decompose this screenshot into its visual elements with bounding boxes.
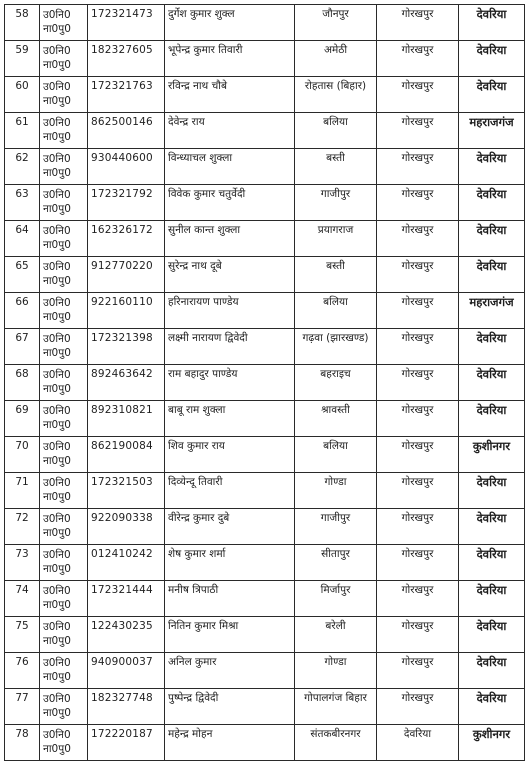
rank-cell [40,437,88,473]
home-district-cell: बलिया [295,437,377,473]
serial-number-cell: 73 [5,545,40,581]
officer-name-cell: दुर्गेश कुमार शुक्ल [165,5,295,41]
posting-district-cell: देवरिया [459,653,525,689]
serial-number-cell: 66 [5,293,40,329]
home-district-cell: बहराइच [295,365,377,401]
rank-cell [40,509,88,545]
rank-line-1: उ0नि0 [43,225,71,237]
officer-name-cell: शिव कुमार राय [165,437,295,473]
officer-name-cell: पुष्पेन्द्र द्विवेदी [165,689,295,725]
rank-line-1: उ0नि0 [43,333,71,345]
serial-number-cell: 69 [5,401,40,437]
officer-name-cell: हरिनारायण पाण्डेय [165,293,295,329]
pno-cell: 172321473 [88,5,165,41]
posting-district-cell: देवरिया [459,581,525,617]
zone-cell: गोरखपुर [377,617,459,653]
officer-name-cell: बाबू राम शुक्ला [165,401,295,437]
officer-name-cell: दिव्येन्दू तिवारी [165,473,295,509]
posting-district-cell: महराजगंज [459,113,525,149]
rank-line-2: ना0पु0 [43,455,71,467]
home-district-cell: गढ़वा (झारखण्ड) [295,329,377,365]
table-row [5,545,525,581]
rank-line-1: उ0नि0 [43,477,71,489]
zone-cell: गोरखपुर [377,689,459,725]
posting-district-cell: देवरिया [459,545,525,581]
zone-cell: गोरखपुर [377,509,459,545]
rank-line-1: उ0नि0 [43,81,71,93]
officer-name-cell: लक्ष्मी नारायण द्विवेदी [165,329,295,365]
serial-number-cell: 74 [5,581,40,617]
zone-cell: गोरखपुर [377,41,459,77]
rank-line-2: ना0पु0 [43,419,71,431]
home-district-cell: बलिया [295,113,377,149]
home-district-cell: गाजीपुर [295,185,377,221]
rank-cell [40,5,88,41]
pno-cell: 172321763 [88,77,165,113]
officer-name-cell: सुनील कान्त शुक्ला [165,221,295,257]
zone-cell: गोरखपुर [377,365,459,401]
rank-line-2: ना0पु0 [43,671,71,683]
rank-line-1: उ0नि0 [43,9,71,21]
rank-line-1: उ0नि0 [43,117,71,129]
posting-district-cell: देवरिया [459,617,525,653]
rank-line-1: उ0नि0 [43,45,71,57]
rank-line-2: ना0पु0 [43,167,71,179]
serial-number-cell: 60 [5,77,40,113]
serial-number-cell: 63 [5,185,40,221]
table-row [5,5,525,41]
home-district-cell: अमेठी [295,41,377,77]
rank-line-2: ना0पु0 [43,707,71,719]
officer-name-cell: देवेन्द्र राय [165,113,295,149]
home-district-cell: गोण्डा [295,653,377,689]
serial-number-cell: 78 [5,725,40,761]
officer-name-cell: नितिन कुमार मिश्रा [165,617,295,653]
rank-line-2: ना0पु0 [43,599,71,611]
table-row [5,509,525,545]
home-district-cell: सीतापुर [295,545,377,581]
home-district-cell: बलिया [295,293,377,329]
pno-cell: 930440600 [88,149,165,185]
home-district-cell: श्रावस्ती [295,401,377,437]
rank-cell [40,653,88,689]
pno-cell: 922160110 [88,293,165,329]
serial-number-cell: 68 [5,365,40,401]
posting-district-cell: कुशीनगर [459,725,525,761]
zone-cell: गोरखपुर [377,113,459,149]
posting-district-cell: देवरिया [459,257,525,293]
home-district-cell: बस्ती [295,149,377,185]
serial-number-cell: 59 [5,41,40,77]
pno-cell: 892463642 [88,365,165,401]
home-district-cell: प्रयागराज [295,221,377,257]
rank-line-1: उ0नि0 [43,657,71,669]
home-district-cell: मिर्जापुर [295,581,377,617]
rank-line-2: ना0पु0 [43,131,71,143]
rank-line-1: उ0नि0 [43,621,71,633]
pno-cell: 862500146 [88,113,165,149]
table-row [5,185,525,221]
pno-cell: 172321444 [88,581,165,617]
table-row [5,365,525,401]
rank-cell [40,113,88,149]
officer-name-cell: अनिल कुमार [165,653,295,689]
pno-cell: 172321792 [88,185,165,221]
serial-number-cell: 61 [5,113,40,149]
zone-cell: गोरखपुर [377,401,459,437]
table-row [5,653,525,689]
posting-district-cell: देवरिया [459,329,525,365]
rank-line-1: उ0नि0 [43,261,71,273]
zone-cell: गोरखपुर [377,329,459,365]
rank-cell [40,545,88,581]
pno-cell: 162326172 [88,221,165,257]
officer-name-cell: भूपेन्द्र कुमार तिवारी [165,41,295,77]
rank-line-1: उ0नि0 [43,405,71,417]
officer-name-cell: शेष कुमार शर्मा [165,545,295,581]
zone-cell: गोरखपुर [377,545,459,581]
posting-district-cell: देवरिया [459,689,525,725]
rank-line-2: ना0पु0 [43,311,71,323]
posting-district-cell: देवरिया [459,401,525,437]
rank-cell [40,293,88,329]
table-row [5,617,525,653]
serial-number-cell: 76 [5,653,40,689]
table-row [5,77,525,113]
zone-cell: गोरखपुर [377,437,459,473]
home-district-cell: गोण्डा [295,473,377,509]
pno-cell: 172321503 [88,473,165,509]
pno-cell: 182327605 [88,41,165,77]
table-row [5,725,525,761]
rank-line-2: ना0पु0 [43,527,71,539]
rank-cell [40,77,88,113]
zone-cell: गोरखपुर [377,653,459,689]
rank-cell [40,185,88,221]
table-row [5,149,525,185]
posting-district-cell: देवरिया [459,509,525,545]
home-district-cell: जौनपुर [295,5,377,41]
zone-cell: देवरिया [377,725,459,761]
rank-line-2: ना0पु0 [43,563,71,575]
pno-cell: 172321398 [88,329,165,365]
serial-number-cell: 65 [5,257,40,293]
zone-cell: गोरखपुर [377,473,459,509]
pno-cell: 862190084 [88,437,165,473]
posting-district-cell: कुशीनगर [459,437,525,473]
posting-district-cell: देवरिया [459,473,525,509]
rank-cell [40,617,88,653]
table-row [5,113,525,149]
pno-cell: 122430235 [88,617,165,653]
table-row [5,437,525,473]
table-row [5,401,525,437]
rank-cell [40,725,88,761]
zone-cell: गोरखपुर [377,581,459,617]
home-district-cell: गोपालगंज बिहार [295,689,377,725]
table-row [5,689,525,725]
officer-name-cell: सुरेन्द्र नाथ दूबे [165,257,295,293]
pno-cell: 182327748 [88,689,165,725]
pno-cell: 940900037 [88,653,165,689]
rank-line-1: उ0नि0 [43,297,71,309]
rank-cell [40,221,88,257]
posting-district-cell: देवरिया [459,365,525,401]
rank-cell [40,689,88,725]
serial-number-cell: 72 [5,509,40,545]
rank-cell [40,365,88,401]
officer-name-cell: राम बहादुर पाण्डेय [165,365,295,401]
officer-name-cell: वीरेन्द्र कुमार दुबे [165,509,295,545]
zone-cell: गोरखपुर [377,257,459,293]
zone-cell: गोरखपुर [377,185,459,221]
table-row [5,329,525,365]
table-row [5,257,525,293]
rank-line-1: उ0नि0 [43,585,71,597]
table-row [5,41,525,77]
transfer-table [4,4,525,761]
pno-cell: 922090338 [88,509,165,545]
rank-cell [40,41,88,77]
rank-line-1: उ0नि0 [43,441,71,453]
rank-line-2: ना0पु0 [43,383,71,395]
officer-name-cell: विन्ध्याचल शुक्ला [165,149,295,185]
rank-cell [40,329,88,365]
table-row [5,473,525,509]
posting-district-cell: देवरिया [459,41,525,77]
rank-line-2: ना0पु0 [43,635,71,647]
officer-name-cell: विवेक कुमार चतुर्वेदी [165,185,295,221]
transfer-list-sheet [4,4,525,761]
pno-cell: 912770220 [88,257,165,293]
rank-line-2: ना0पु0 [43,95,71,107]
rank-line-1: उ0नि0 [43,189,71,201]
rank-cell [40,401,88,437]
zone-cell: गोरखपुर [377,77,459,113]
home-district-cell: बरेली [295,617,377,653]
rank-cell [40,473,88,509]
rank-line-2: ना0पु0 [43,491,71,503]
posting-district-cell: देवरिया [459,149,525,185]
officer-name-cell: मनीष त्रिपाठी [165,581,295,617]
rank-line-1: उ0नि0 [43,513,71,525]
serial-number-cell: 58 [5,5,40,41]
home-district-cell: गाजीपुर [295,509,377,545]
pno-cell: 892310821 [88,401,165,437]
serial-number-cell: 62 [5,149,40,185]
posting-district-cell: देवरिया [459,77,525,113]
rank-line-1: उ0नि0 [43,369,71,381]
rank-line-1: उ0नि0 [43,693,71,705]
rank-line-2: ना0पु0 [43,59,71,71]
rank-cell [40,581,88,617]
home-district-cell: रोहतास (बिहार) [295,77,377,113]
posting-district-cell: देवरिया [459,5,525,41]
table-row [5,581,525,617]
rank-line-2: ना0पु0 [43,23,71,35]
rank-line-1: उ0नि0 [43,549,71,561]
rank-line-1: उ0नि0 [43,153,71,165]
pno-cell: 012410242 [88,545,165,581]
serial-number-cell: 75 [5,617,40,653]
table-body [5,5,525,761]
rank-cell [40,257,88,293]
pno-cell: 172220187 [88,725,165,761]
zone-cell: गोरखपुर [377,221,459,257]
rank-line-2: ना0पु0 [43,347,71,359]
rank-line-2: ना0पु0 [43,743,71,755]
zone-cell: गोरखपुर [377,149,459,185]
rank-line-2: ना0पु0 [43,275,71,287]
serial-number-cell: 71 [5,473,40,509]
table-row [5,293,525,329]
table-row [5,221,525,257]
rank-line-2: ना0पु0 [43,239,71,251]
rank-cell [40,149,88,185]
home-district-cell: बस्ती [295,257,377,293]
posting-district-cell: महराजगंज [459,293,525,329]
officer-name-cell: रविन्द्र नाथ चौबे [165,77,295,113]
serial-number-cell: 77 [5,689,40,725]
serial-number-cell: 67 [5,329,40,365]
serial-number-cell: 70 [5,437,40,473]
zone-cell: गोरखपुर [377,5,459,41]
posting-district-cell: देवरिया [459,185,525,221]
rank-line-2: ना0पु0 [43,203,71,215]
posting-district-cell: देवरिया [459,221,525,257]
serial-number-cell: 64 [5,221,40,257]
officer-name-cell: महेन्द्र मोहन [165,725,295,761]
home-district-cell: संतकबीरनगर [295,725,377,761]
rank-line-1: उ0नि0 [43,729,71,741]
zone-cell: गोरखपुर [377,293,459,329]
